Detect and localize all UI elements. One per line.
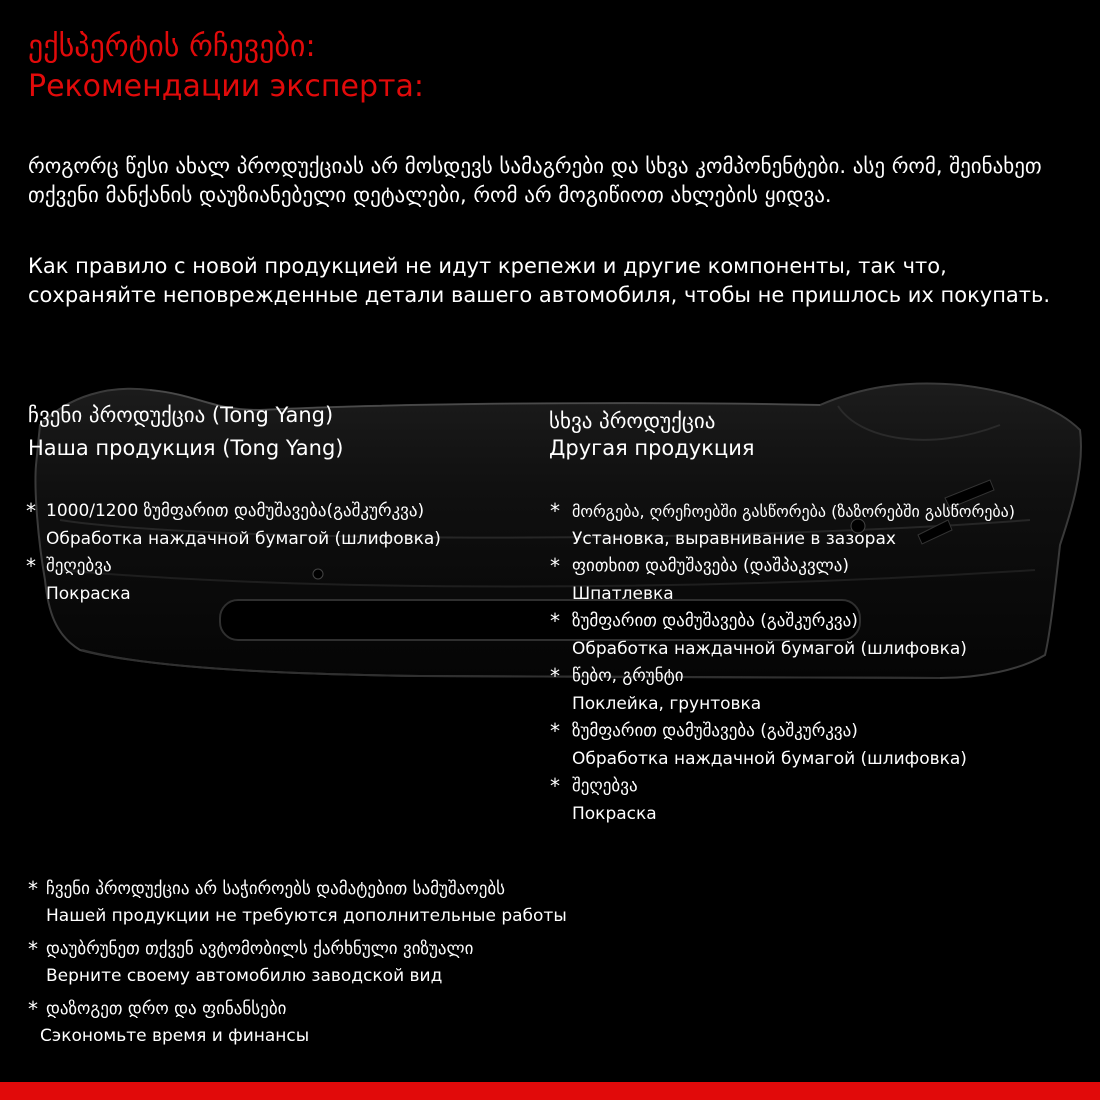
step-georgian: ზუმფარით დამუშავება (გაშკურკვა) <box>572 611 858 631</box>
benefit-russian: Сэкономьте время и финансы <box>40 1026 310 1046</box>
our-product-steps <box>26 498 546 608</box>
bullet-star: * <box>550 664 560 688</box>
bullet-star: * <box>550 609 560 633</box>
step-russian: Покраска <box>46 583 131 604</box>
bullet-star: * <box>550 774 560 798</box>
title-georgian: ექსპერტის რჩევები: <box>28 29 316 64</box>
benefit-georgian: ჩვენი პროდუქცია არ საჭიროებს დამატებით სამუშაოებს <box>46 879 506 899</box>
step-russian: Шпатлевка <box>572 583 674 604</box>
benefit-russian: Нашей продукции не требуются дополнительные работы <box>46 906 567 926</box>
bullet-star: * <box>28 937 38 961</box>
benefit-georgian: დაუბრუნეთ თქვენ ავტომობილს ქარხნული ვიზუალი <box>46 939 474 959</box>
bullet-star: * <box>550 554 560 578</box>
step-georgian: ფითხით დამუშავება (დაშპაკვლა) <box>572 556 850 576</box>
benefit-russian: Верните своему автомобилю заводской вид <box>46 966 443 986</box>
step-georgian: ზუმფარით დამუშავება (გაშკურკვა) <box>572 721 858 741</box>
our-product-heading-georgian: ჩვენი პროდუქცია (Tong Yang) <box>28 403 334 427</box>
other-product-heading-russian: Другая продукция <box>549 436 755 460</box>
list-item <box>550 773 1098 828</box>
benefit-georgian: დაზოგეთ დრო და ფინანსები <box>46 999 287 1019</box>
footer-accent-bar <box>0 1082 1100 1100</box>
benefits-list <box>28 876 1068 1050</box>
step-russian: Обработка наждачной бумагой (шлифовка) <box>572 638 967 659</box>
step-russian: Обработка наждачной бумагой (шлифовка) <box>46 528 441 549</box>
intro-georgian: როგორც წესი ახალ პროდუქციას არ მოსდევს სამაგრები და სხვა კომპონენტები. ასე რომ, შეინახეთ თქვენი მანქანის დაუზიანებელი დეტალები, რომ არ მოგიწიოთ ახლების ყიდვა. <box>28 154 1042 207</box>
step-georgian: 1000/1200 ზუმფარით დამუშავება(გაშკურკვა) <box>46 501 425 521</box>
list-item <box>550 498 1098 553</box>
list-item <box>26 553 546 608</box>
list-item <box>28 996 1068 1050</box>
list-item <box>550 608 1098 663</box>
other-product-steps <box>550 498 1098 828</box>
step-georgian: შეღებვა <box>572 776 638 796</box>
bullet-star: * <box>26 499 36 523</box>
other-product-heading-georgian: სხვა პროდუქცია <box>549 409 716 433</box>
list-item <box>28 876 1068 930</box>
bullet-star: * <box>28 997 38 1021</box>
step-russian: Покраска <box>572 803 657 824</box>
list-item <box>28 936 1068 990</box>
title-russian: Рекомендации эксперта: <box>28 69 424 104</box>
intro-russian: Как правило с новой продукцией не идут крепежи и другие компоненты, так что, сохраняйте неповрежденные детали вашего автомобиля, чтобы не пришлось их покупать. <box>28 254 1051 307</box>
step-russian: Поклейка, грунтовка <box>572 693 762 714</box>
step-georgian: მორგება, ღრეჩოებში გასწორება (ზაზორებში გასწორება) <box>572 502 1015 521</box>
list-item <box>550 718 1098 773</box>
list-item <box>550 553 1098 608</box>
list-item <box>550 663 1098 718</box>
bullet-star: * <box>28 877 38 901</box>
list-item <box>26 498 546 553</box>
bullet-star: * <box>550 499 560 523</box>
bullet-star: * <box>550 719 560 743</box>
bullet-star: * <box>26 554 36 578</box>
step-russian: Обработка наждачной бумагой (шлифовка) <box>572 748 967 769</box>
step-georgian: წებო, გრუნტი <box>572 666 684 686</box>
our-product-heading-russian: Наша продукция (Tong Yang) <box>28 436 344 460</box>
step-russian: Установка, выравнивание в зазорах <box>572 528 896 549</box>
step-georgian: შეღებვა <box>46 556 112 576</box>
